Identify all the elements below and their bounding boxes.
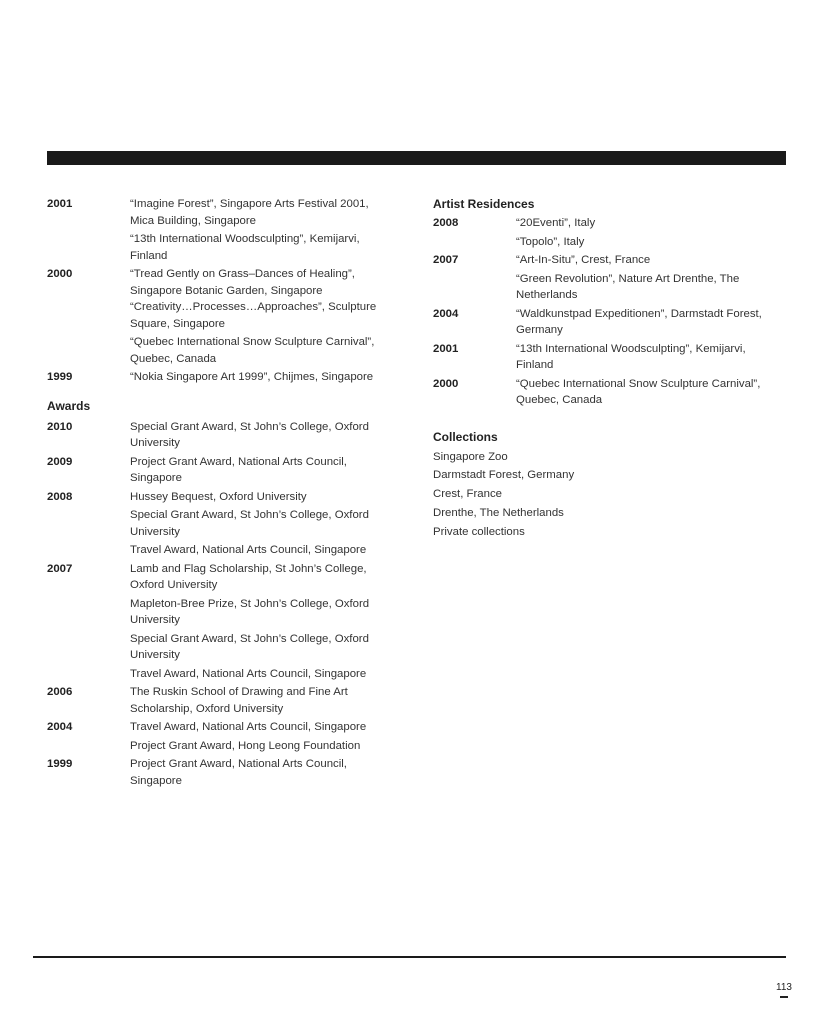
entry-year: 2008	[47, 490, 73, 503]
collections-heading: Collections	[433, 429, 498, 444]
entry-description: Travel Award, National Arts Council, Singapore	[130, 544, 367, 556]
entry-description: Special Grant Award, St John’s College, Oxford University	[130, 509, 369, 538]
entry-year: 2001	[47, 198, 73, 210]
entry	[433, 341, 778, 374]
entry-year: 2009	[47, 455, 73, 468]
entry-year: 1999	[47, 758, 73, 770]
collection-item: Drenthe, The Netherlands	[433, 506, 564, 519]
entry	[47, 684, 392, 717]
entry	[433, 215, 778, 232]
entry-year: 2010	[47, 420, 73, 433]
entry-year: 2000	[47, 268, 73, 280]
right-column	[433, 196, 778, 542]
entry	[47, 631, 392, 664]
entry-description: “20Eventi”, Italy	[516, 217, 596, 229]
collection-item: Crest, France	[433, 488, 502, 501]
collections-list	[433, 449, 778, 541]
entry-description: “Imagine Forest”, Singapore Arts Festival 2001, Mica Building, Singapore	[130, 198, 369, 227]
entry-description: Project Grant Award, National Arts Council, Singapore	[130, 455, 347, 484]
entry-description: Travel Award, National Arts Council, Singapore	[130, 721, 367, 733]
entry	[47, 542, 392, 559]
footer-rule	[33, 956, 786, 958]
entry-description: “Green Revolution”, Nature Art Drenthe, The Netherlands	[516, 272, 740, 301]
entry-description: Special Grant Award, St John’s College, Oxford University	[130, 632, 369, 661]
entry-description: “Waldkunstpad Expeditionen”, Darmstadt Forest, Germany	[516, 307, 762, 336]
awards-heading: Awards	[47, 398, 91, 413]
entry-year: 2007	[47, 562, 73, 575]
page-number-text: 113	[776, 982, 792, 993]
entry-year: 2008	[433, 217, 459, 229]
entry-description: “13th International Woodsculpting”, Kemijarvi, Finland	[516, 342, 746, 371]
entry-year: 2004	[47, 721, 73, 733]
entry	[47, 419, 392, 452]
entry-description: Project Grant Award, Hong Leong Foundation	[130, 739, 361, 752]
exhibitions-list	[47, 196, 392, 386]
entry	[433, 234, 778, 251]
entry	[47, 756, 392, 789]
entry-year: 2004	[433, 307, 459, 320]
entry	[47, 196, 392, 229]
residences-list	[433, 215, 778, 409]
entry	[47, 596, 392, 629]
entry-description: “Quebec International Snow Sculpture Carnival”, Quebec, Canada	[516, 377, 761, 406]
entry-year: 2007	[433, 254, 459, 266]
entry	[47, 738, 392, 755]
entry	[433, 271, 778, 304]
residences-heading: Artist Residences	[433, 197, 535, 211]
page-number-dash	[780, 996, 788, 998]
entry-description: Special Grant Award, St John’s College, Oxford University	[130, 420, 369, 449]
entry	[47, 299, 392, 332]
entry-description: “13th International Woodsculpting”, Kemijarvi, Finland	[130, 233, 360, 262]
awards-list	[47, 419, 392, 790]
entry-year: 2006	[47, 686, 73, 698]
page-number	[776, 982, 792, 998]
entry-year: 1999	[47, 371, 73, 383]
entry-description: Lamb and Flag Scholarship, St John’s College, Oxford University	[130, 562, 367, 591]
entry	[47, 666, 392, 683]
entry-description: Travel Award, National Arts Council, Singapore	[130, 667, 367, 680]
entry-description: Project Grant Award, National Arts Council, Singapore	[130, 758, 347, 787]
entry-description: “Nokia Singapore Art 1999”, Chijmes, Singapore	[130, 371, 374, 383]
collection-item: Darmstadt Forest, Germany	[433, 469, 575, 482]
entry-description: “Quebec International Snow Sculpture Carnival”, Quebec, Canada	[130, 336, 375, 365]
entry-description: Hussey Bequest, Oxford University	[130, 490, 307, 503]
entry-description: “Creativity…Processes…Approaches”, Sculpture Square, Singapore	[130, 301, 377, 330]
entry	[47, 454, 392, 487]
entry-description: The Ruskin School of Drawing and Fine Art Scholarship, Oxford University	[130, 686, 348, 715]
entry-description: “Art-In-Situ”, Crest, France	[516, 254, 651, 266]
entry-year: 2000	[433, 377, 459, 390]
entry	[47, 231, 392, 264]
entry-description: “Tread Gently on Grass–Dances of Healing”, Singapore Botanic Garden, Singapore	[130, 268, 355, 297]
entry	[47, 266, 392, 299]
entry	[47, 561, 392, 594]
entry	[433, 376, 778, 409]
collection-item: Private collections	[433, 525, 525, 538]
entry-description: Mapleton-Bree Prize, St John’s College, Oxford University	[130, 597, 370, 626]
header-bar	[47, 151, 786, 165]
entry	[433, 252, 778, 269]
entry	[47, 489, 392, 506]
entry	[47, 334, 392, 367]
entry-year: 2001	[433, 342, 459, 355]
collection-item: Singapore Zoo	[433, 450, 508, 463]
left-column	[47, 196, 392, 791]
entry-description: “Topolo”, Italy	[516, 235, 585, 248]
entry	[433, 306, 778, 339]
entry	[47, 507, 392, 540]
entry	[47, 369, 392, 386]
entry	[47, 719, 392, 736]
